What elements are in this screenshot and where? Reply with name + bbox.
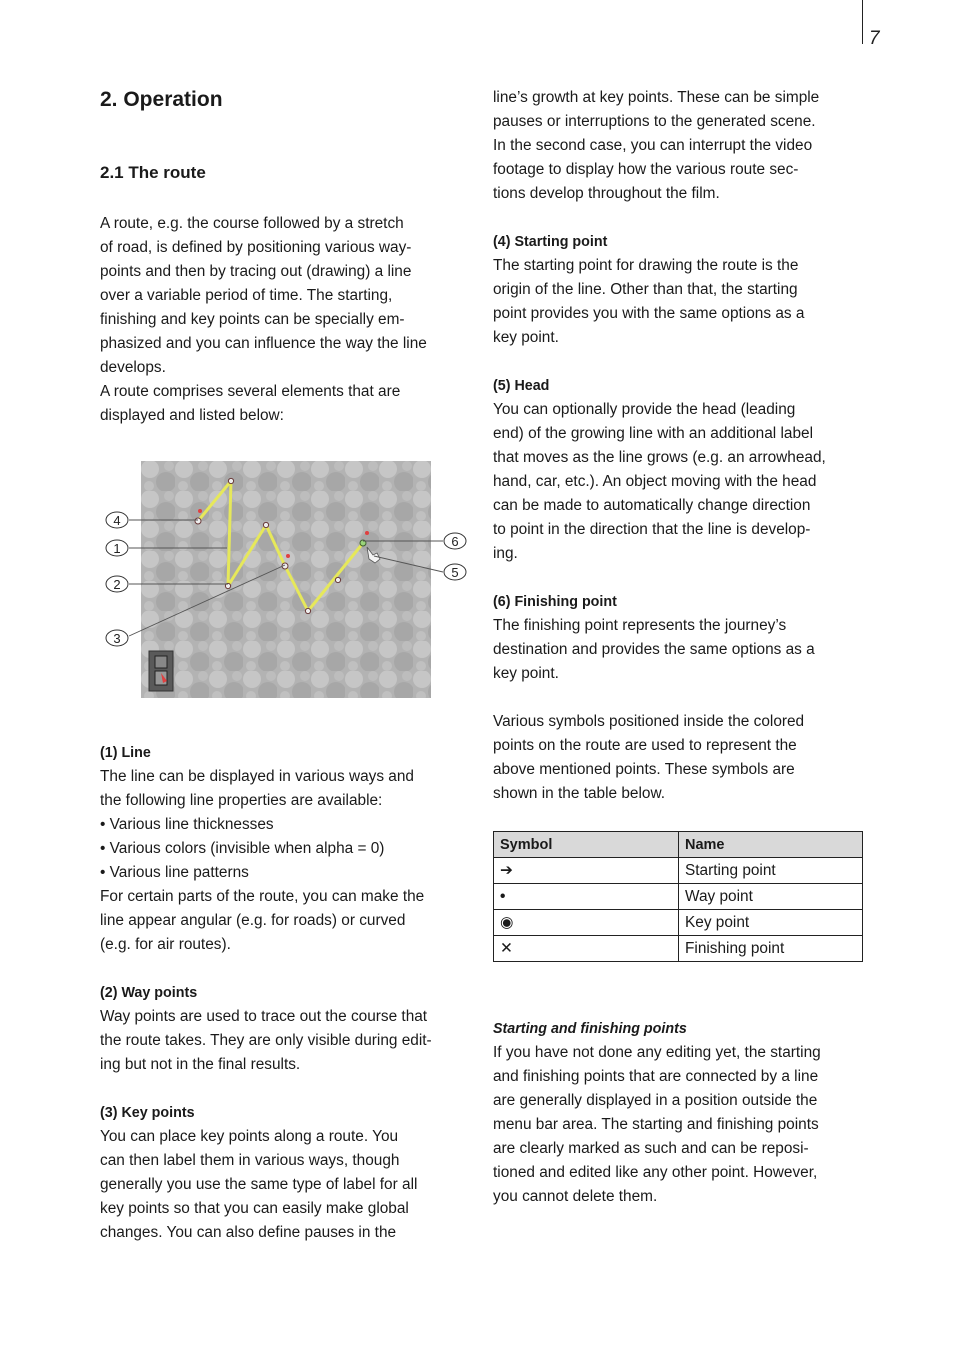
text-line: destination and provides the same options as a: [493, 641, 815, 658]
section-title: (2) Way points: [100, 985, 198, 1001]
text-line: (e.g. for air routes).: [100, 936, 231, 953]
section-title: Starting and finishing points: [493, 1021, 687, 1037]
table-header-row: [494, 832, 863, 858]
text-line: develops.: [100, 359, 166, 376]
callout-label: 3: [113, 631, 121, 646]
text-line: can be made to automatically change direction: [493, 497, 811, 514]
page-corner-rule: [862, 0, 863, 44]
text-line: tions develop throughout the film.: [493, 185, 720, 202]
table-cell: Finishing point: [679, 936, 863, 962]
section-title: (3) Key points: [100, 1105, 195, 1121]
table-row: [494, 910, 863, 936]
text-line: end) of the growing line with an additional label: [493, 425, 813, 442]
text-line: over a variable period of time. The starting,: [100, 287, 393, 304]
text-line: points and then by tracing out (drawing) a line: [100, 263, 412, 280]
table-row: [494, 936, 863, 962]
head-section: [493, 374, 826, 566]
text-line: key point.: [493, 329, 559, 346]
text-line: The finishing point represents the journey’s: [493, 617, 787, 634]
text-line: In the second case, you can interrupt the video: [493, 137, 813, 154]
page-number: 7: [869, 28, 880, 49]
column-header: Symbol: [494, 832, 679, 858]
text-line: The line can be displayed in various ways and: [100, 768, 414, 785]
text-line: A route, e.g. the course followed by a stretch: [100, 215, 404, 232]
ring-icon: ◉: [500, 914, 514, 931]
starting-point-section: [493, 230, 804, 350]
way-points-section: [100, 981, 432, 1077]
table-row: [494, 858, 863, 884]
text-line: and finishing points that are connected by a line: [493, 1068, 819, 1085]
text-line: ing but not in the final results.: [100, 1056, 301, 1073]
section-heading: 2. Operation: [100, 88, 223, 111]
arrow-right-icon: ➔: [500, 862, 513, 879]
subsection-heading: 2.1 The route: [100, 163, 206, 182]
text-line: key points so that you can easily make global: [100, 1200, 409, 1217]
table-row: [494, 884, 863, 910]
text-line: tioned and edited like any other point. However,: [493, 1164, 818, 1181]
text-line: finishing and key points can be specially em-: [100, 311, 405, 328]
callout-label: 4: [113, 513, 121, 528]
table-cell: Way point: [679, 884, 863, 910]
text-line: origin of the line. Other than that, the starting: [493, 281, 798, 298]
text-line: footage to display how the various route sec-: [493, 161, 799, 178]
text-line: you cannot delete them.: [493, 1188, 658, 1205]
text-line: are generally displayed in a position outside the: [493, 1092, 818, 1109]
section-title: (4) Starting point: [493, 234, 608, 250]
dot-icon: •: [500, 887, 506, 905]
line-section: [100, 741, 424, 957]
text-line: You can optionally provide the head (leading: [493, 401, 796, 418]
table-cell: Key point: [679, 910, 863, 936]
text-line: hand, car, etc.). An object moving with the head: [493, 473, 817, 490]
text-line: to point in the direction that the line is develop-: [493, 521, 811, 538]
text-line: shown in the table below.: [493, 785, 665, 802]
text-line: generally you use the same type of label for all: [100, 1176, 418, 1193]
text-line: For certain parts of the route, you can make the: [100, 888, 425, 905]
text-line: ing.: [493, 545, 518, 562]
text-line: displayed and listed below:: [100, 407, 284, 424]
table-cell: Starting point: [679, 858, 863, 884]
text-line: pauses or interruptions to the generated scene.: [493, 113, 816, 130]
text-line: If you have not done any editing yet, the starting: [493, 1044, 821, 1061]
text-line: are clearly marked as such and can be reposi-: [493, 1140, 809, 1157]
text-line: The starting point for drawing the route is the: [493, 257, 799, 274]
section-title: (1) Line: [100, 745, 151, 761]
text-line: of road, is defined by positioning various way-: [100, 239, 412, 256]
text-line: point provides you with the same options as a: [493, 305, 805, 322]
text-line: Way points are used to trace out the course that: [100, 1008, 428, 1025]
text-line: points on the route are used to represent the: [493, 737, 797, 754]
text-line: Various symbols positioned inside the colored: [493, 713, 805, 730]
callout-lines: [100, 455, 472, 703]
symbol-table: [493, 831, 863, 962]
callout-label: 5: [451, 565, 459, 580]
text-line: A route comprises several elements that are: [100, 383, 401, 400]
callout-label: 1: [113, 541, 121, 556]
text-line: can then label them in various ways, though: [100, 1152, 400, 1169]
symbols-intro: [493, 710, 804, 806]
start-finish-section: [493, 1017, 821, 1209]
finishing-point-section: [493, 590, 815, 686]
text-line: above mentioned points. These symbols are: [493, 761, 795, 778]
text-line: You can place key points along a route. You: [100, 1128, 399, 1145]
callout-label: 6: [451, 534, 459, 549]
text-line: menu bar area. The starting and finishing points: [493, 1116, 819, 1133]
text-line: key point.: [493, 665, 559, 682]
route-figure: [100, 455, 472, 703]
intro-paragraph: [100, 212, 427, 428]
text-line: line’s growth at key points. These can be simple: [493, 89, 820, 106]
text-line: • Various line thicknesses: [100, 816, 274, 833]
text-line: changes. You can also define pauses in the: [100, 1224, 397, 1241]
text-line: line appear angular (e.g. for roads) or curved: [100, 912, 406, 929]
text-line: • Various line patterns: [100, 864, 249, 881]
section-title: (5) Head: [493, 378, 550, 394]
text-line: phasized and you can influence the way the line: [100, 335, 427, 352]
column-header: Name: [679, 832, 863, 858]
section-title: (6) Finishing point: [493, 594, 617, 610]
key-points-section: [100, 1101, 417, 1245]
text-line: the following line properties are available:: [100, 792, 383, 809]
key-points-continued: [493, 86, 819, 206]
text-line: that moves as the line grows (e.g. an arrowhead,: [493, 449, 826, 466]
callout-label: 2: [113, 577, 121, 592]
text-line: • Various colors (invisible when alpha = 0): [100, 840, 385, 857]
cross-icon: ✕: [500, 940, 513, 957]
text-line: the route takes. They are only visible during edit-: [100, 1032, 432, 1049]
